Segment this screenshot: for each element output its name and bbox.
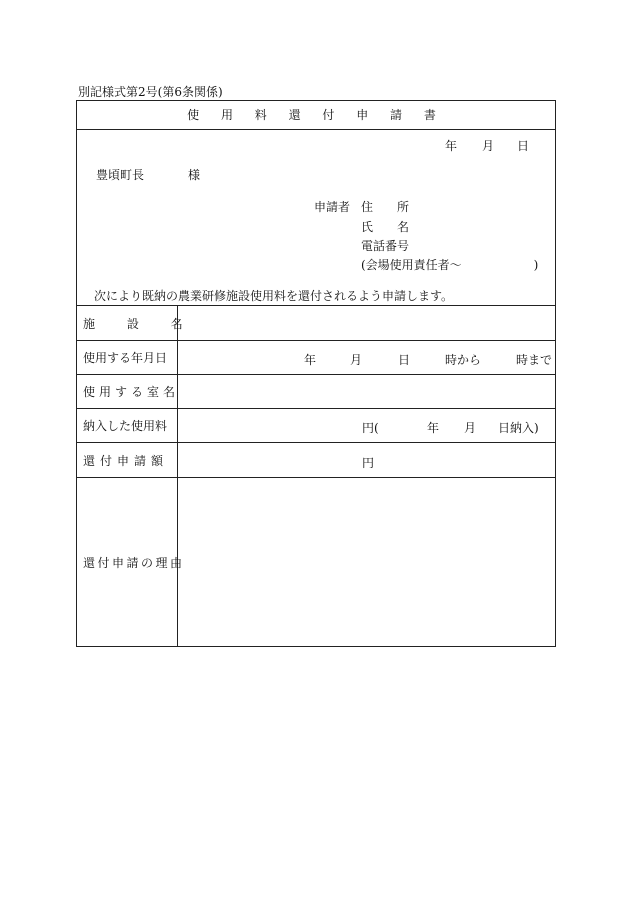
form-title: 使 用 料 還 付 申 請 書 bbox=[77, 101, 555, 130]
addressee-honorific: 様 bbox=[188, 168, 201, 182]
reason-row bbox=[77, 478, 555, 646]
usage-month-label: 月 bbox=[350, 353, 363, 367]
usage-date-row bbox=[77, 341, 555, 375]
applicant-label: 申請者 bbox=[314, 200, 351, 214]
room-label: 使用する室名 bbox=[77, 375, 178, 408]
applicant-name-label: 氏 名 bbox=[361, 220, 410, 234]
refund-amount-label: 還付申請額 bbox=[77, 443, 178, 477]
date-day-label: 日 bbox=[517, 139, 530, 153]
usage-year-label: 年 bbox=[304, 353, 317, 367]
addressee-name: 豊頃町長 bbox=[96, 168, 145, 182]
venue-manager-label: (会場使用責任者～ ) bbox=[361, 258, 539, 272]
fee-yen-label: 円( bbox=[362, 421, 379, 435]
application-statement: 次により既納の農業研修施設使用料を還付されるよう申請します。 bbox=[94, 289, 454, 303]
fee-paid-label: 納入した使用料 bbox=[77, 409, 178, 442]
form-header-block bbox=[77, 130, 555, 306]
applicant-phone-label: 電話番号 bbox=[361, 239, 410, 253]
fee-year-label: 年 bbox=[427, 421, 440, 435]
form-caption: 別記様式第2号(第6条関係) bbox=[78, 85, 223, 99]
fee-month-label: 月 bbox=[464, 421, 477, 435]
reason-label: 還付申請の理由 bbox=[77, 478, 178, 646]
usage-date-label: 使用する年月日 bbox=[77, 341, 178, 374]
refund-amount-row bbox=[77, 443, 555, 478]
facility-label: 施 設 名 bbox=[77, 306, 178, 340]
fee-paid-date-label: 日納入) bbox=[498, 421, 539, 435]
usage-from-label: 時から bbox=[445, 353, 482, 367]
date-year-label: 年 bbox=[445, 139, 458, 153]
usage-until-label: 時まで bbox=[516, 353, 553, 367]
applicant-address-label: 住 所 bbox=[361, 200, 410, 214]
fee-paid-row bbox=[77, 409, 555, 443]
date-month-label: 月 bbox=[482, 139, 495, 153]
refund-application-form bbox=[76, 100, 556, 647]
refund-yen-label: 円 bbox=[362, 456, 375, 470]
usage-day-label: 日 bbox=[398, 353, 411, 367]
facility-row bbox=[77, 306, 555, 341]
room-row bbox=[77, 375, 555, 409]
